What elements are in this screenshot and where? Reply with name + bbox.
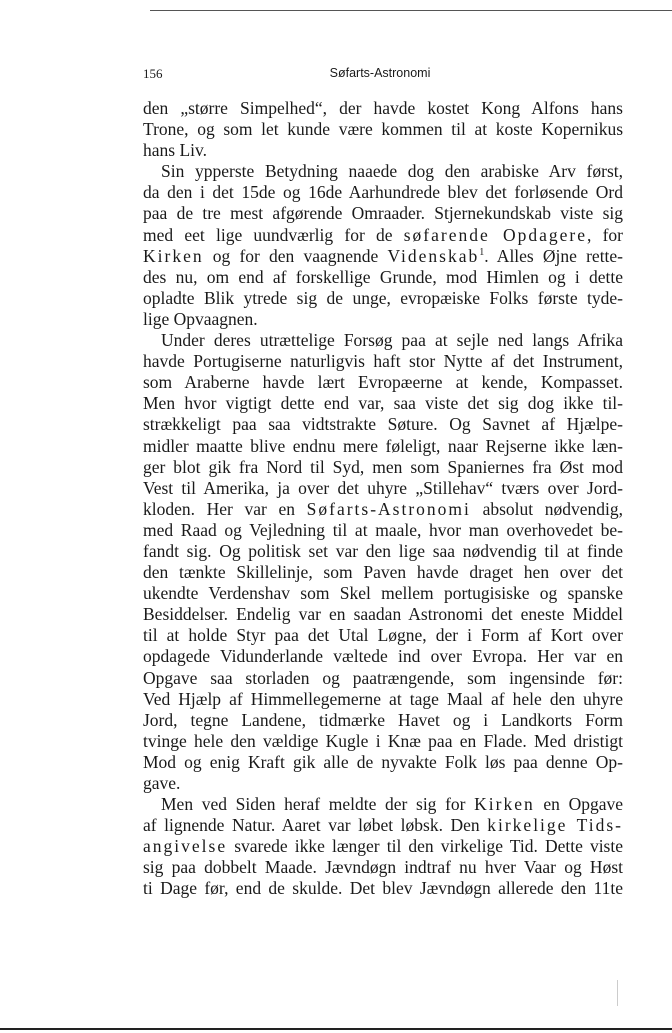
text-line [143,225,623,246]
text-line: med Raad og Vejledning til at maale, hvor man overhovedet be- [143,519,623,540]
text-fragment: en Opgave [543,794,623,815]
text-line: den „større Simpelhed“, der havde kostet Kong Alfons hans [143,98,623,118]
text-fragment: , for [587,224,623,245]
text-line: opdagede Vidunderlande væltede ind over Evropa. Her var en [143,646,623,667]
text-line: da den i det 15de og 16de Aarhundrede blev det forløsende Ord [143,182,623,203]
text-fragment: . Alles Øjne rette- [484,245,624,266]
text-line: Jord, tegne Landene, tidmærke Havet og i Landkorts Form [143,709,623,730]
text-line: gave. [143,773,181,793]
text-line: ukendte Verdenshav som Skel mellem portugisiske og spanske [143,583,623,604]
text-fragment: med eet lige uundværlig for de [143,224,393,245]
bottom-rule [0,1028,672,1030]
spaced-emphasis: Kirken [143,245,204,266]
spaced-emphasis: angivelse [143,836,228,857]
footnote-marker: 1 [479,246,485,258]
running-title: Søfarts-Astronomi [329,66,431,80]
text-fragment: og for den vaagnende [212,245,379,266]
text-line: den tænkte Skillelinje, som Paven havde draget hen over det [143,562,623,583]
page-number: 156 [143,66,163,81]
spaced-emphasis: kirkelige Tids- [487,815,623,836]
text-line [143,794,623,815]
text-line: Opgave saa storladen og paatrængende, som ingensinde før: [143,667,623,688]
text-line: som Araberne havde lært Evropæerne at kende, Kompasset. [143,372,623,393]
text-line: lige Opvaagnen. [143,308,258,329]
spaced-emphasis: Kirken [474,794,535,815]
text-line: ti Dage før, end de skulde. Det blev Jævndøgn allerede den 11te [143,878,623,899]
text-line [143,499,623,520]
spaced-emphasis: Søfarts-Astronomi [306,498,471,519]
text-line [143,815,623,836]
spaced-emphasis: søfarende Opdagere [403,224,587,245]
text-fragment: af lignende Natur. Aaret var løbet løbsk. Den [143,815,480,836]
text-line: til at holde Styr paa det Utal Løgne, der i Form af Kort over [143,625,623,646]
text-line: havde Portugiserne naturligvis haft stor Nytte af det Instrument, [143,351,623,372]
text-fragment: Men ved Siden heraf meldte der sig for [161,794,466,815]
text-line: ger blot gik fra Nord til Syd, men som Spaniernes fra Øst mod [143,456,623,477]
body-text [143,98,623,900]
text-line: opladte Blik ytrede sig de unge, evropæiske Folks første tyde- [143,287,623,308]
text-fragment: kloden. Her var en [143,498,295,519]
text-line: Under deres utrættelige Forsøg paa at sejle ned langs Afrika [161,330,623,351]
text-line: fandt sig. Og politisk set var den lige saa nødvendig til at finde [143,540,623,561]
text-line: midler maatte blive endnu mere føleligt, naar Rejserne ikke læn- [143,435,623,456]
text-fragment: absolut nødvendig, [482,498,624,519]
scan-mark [617,980,618,1006]
text-line: Besiddelser. Endelig var en saadan Astronomi det eneste Middel [143,604,623,625]
text-line: tvinge hele den vældige Kugle i Knæ paa en Flade. Med dristigt [143,730,623,751]
text-line: paa de tre mest afgørende Omraader. Stjernekundskab viste sig [143,203,623,224]
text-line: Sin ypperste Betydning naaede dog den arabiske Arv først, [161,161,623,182]
page-header [143,66,623,86]
text-line: Mod og enig Kraft gik alle de nyvakte Folk løs paa denne Op- [143,751,623,772]
text-line: Men hvor vigtigt dette end var, saa viste det sig dog ikke til- [143,393,623,414]
text-line [143,246,623,267]
text-line: strækkeligt paa saa vidtstrakte Søture. Og Savnet af Hjælpe- [143,414,623,435]
text-line: Ved Hjælp af Himmellegemerne at tage Maal af hele den uhyre [143,688,623,709]
text-line: hans Liv. [143,140,207,161]
text-fragment: svarede ikke længer til den virkelige Tid. Dette viste [234,836,623,857]
text-line: sig paa dobbelt Maade. Jævndøgn indtraf nu hver Vaar og Høst [143,857,623,878]
text-line: Trone, og som let kunde være kommen til at koste Kopernikus [143,119,623,140]
text-line: des nu, om end af forskellige Grunde, mod Himlen og i dette [143,266,623,287]
text-line [143,836,623,857]
top-rule [150,10,672,11]
text-line: Vest til Amerika, ja over det uhyre „Stillehav“ tværs over Jord- [143,477,623,498]
spaced-emphasis: Videnskab [387,245,480,266]
